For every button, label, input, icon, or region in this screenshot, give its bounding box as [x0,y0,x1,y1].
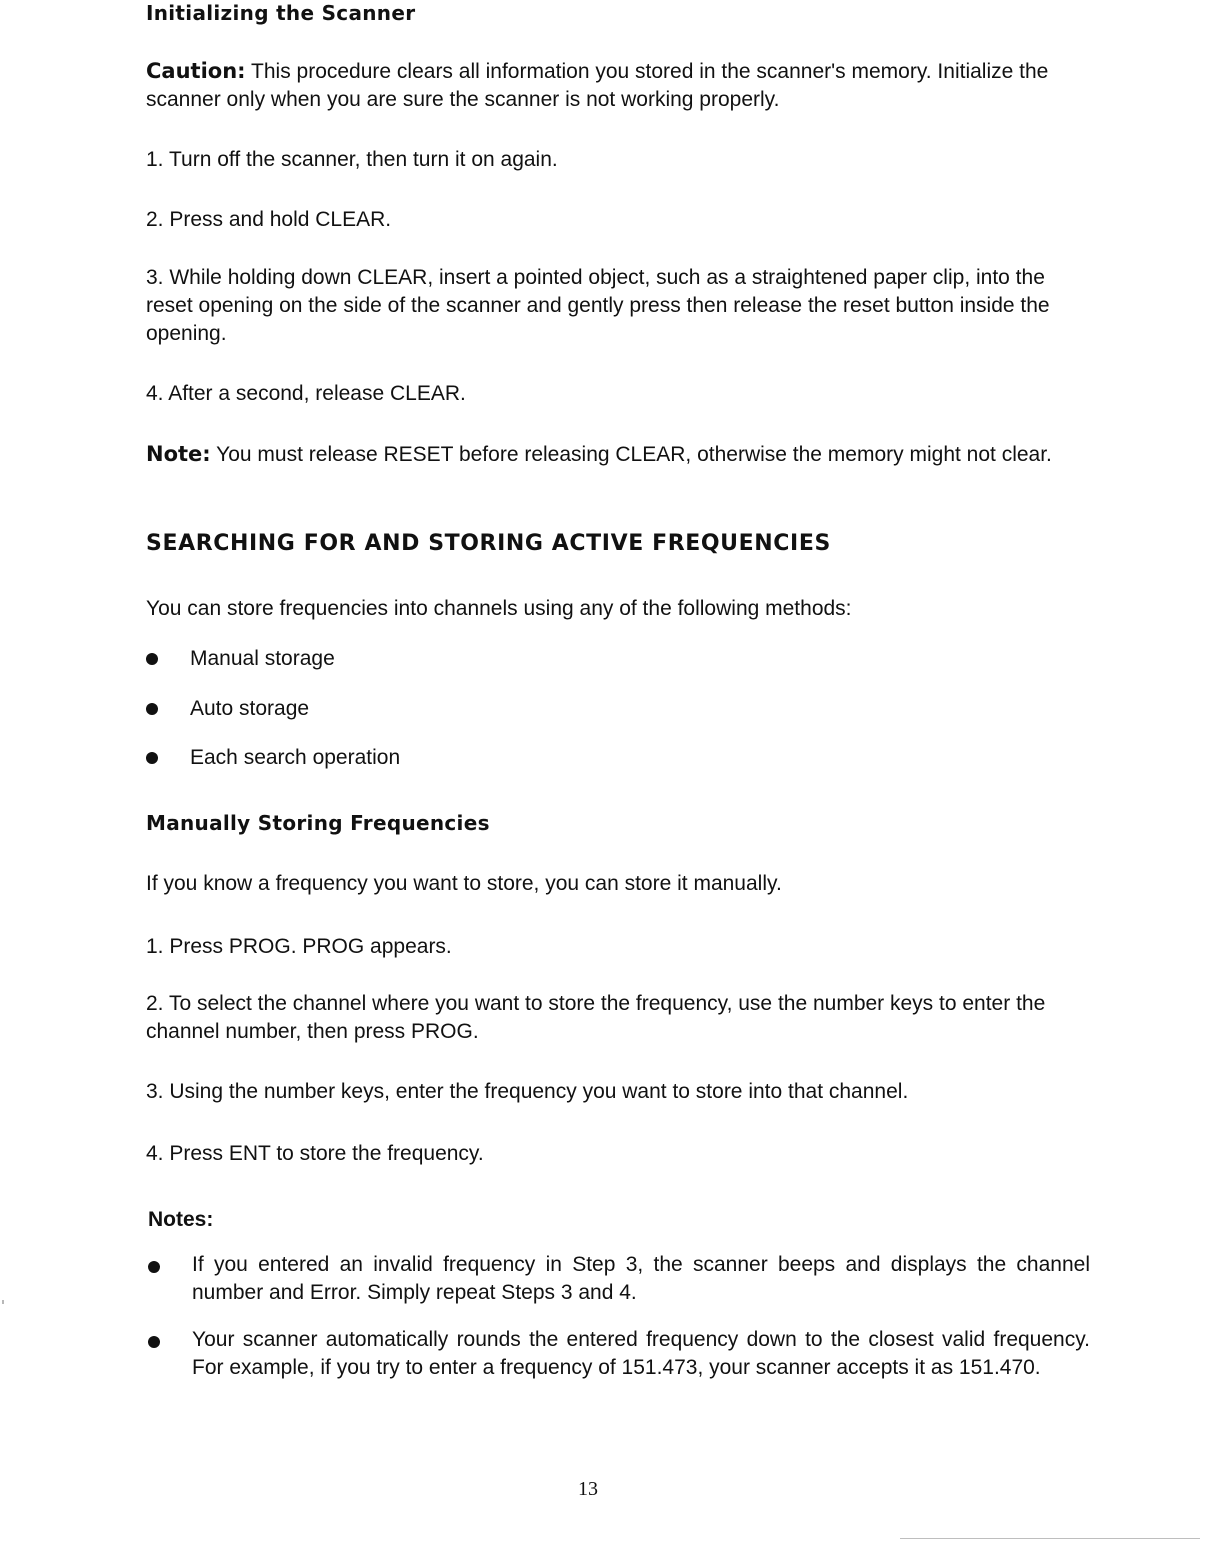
caution-text: This procedure clears all information you stored in the scanner's memory. Initialize the scanner only when you are sure the scanner is not working properly. [146,60,1049,111]
method-item: Auto storage [190,697,310,720]
section-heading-initializing: Initializing the Scanner [146,1,416,25]
note-paragraph [146,440,1091,469]
manual-step-2: 2. To select the channel where you want to store the frequency, use the number keys to enter the channel number, then press PROG. [146,992,1046,1043]
manual-step-3: 3. Using the number keys, enter the frequency you want to store into that channel. [146,1080,909,1103]
bullet-dot [148,1261,160,1273]
note-item: Your scanner automatically rounds the entered frequency down to the closest valid frequency. For example, if you try to enter a frequency of 151.473, your scanner accepts it as 151.470. [192,1328,1090,1379]
caution-paragraph [146,57,1091,114]
manual-step-1: 1. Press PROG. PROG appears. [146,935,452,958]
init-step-2: 2. Press and hold CLEAR. [146,208,392,231]
manual-intro: If you know a frequency you want to store, you can store it manually. [146,872,782,895]
section-heading-manual: Manually Storing Frequencies [146,811,490,835]
method-item: Manual storage [190,647,335,670]
init-step-3: 3. While holding down CLEAR, insert a pointed object, such as a straightened paper clip, into the reset opening on the side of the scanner and gently press then release the reset button inside the opening. [146,266,1050,345]
method-item: Each search operation [190,746,401,769]
init-step-4: 4. After a second, release CLEAR. [146,382,466,405]
section-heading-searching: SEARCHING FOR AND STORING ACTIVE FREQUENCIES [146,531,831,556]
note-text: You must release RESET before releasing CLEAR, otherwise the memory might not clear. [216,443,1052,466]
bullet-dot [146,653,158,665]
note-label: Note: [146,442,211,466]
bullet-dot [146,752,158,764]
scan-artifact-mark [2,1300,4,1304]
notes-heading: Notes: [148,1208,214,1231]
searching-intro: You can store frequencies into channels using any of the following methods: [146,597,852,620]
bullet-dot [148,1336,160,1348]
init-step-1: 1. Turn off the scanner, then turn it on again. [146,148,558,171]
scan-artifact-line [900,1538,1200,1539]
bullet-dot [146,703,158,715]
caution-label: Caution: [146,59,246,83]
manual-step-4: 4. Press ENT to store the frequency. [146,1142,484,1165]
note-item: If you entered an invalid frequency in Step 3, the scanner beeps and displays the channel number and Error. Simply repeat Steps 3 and 4. [192,1253,1090,1304]
page-number: 13 [578,1478,598,1500]
